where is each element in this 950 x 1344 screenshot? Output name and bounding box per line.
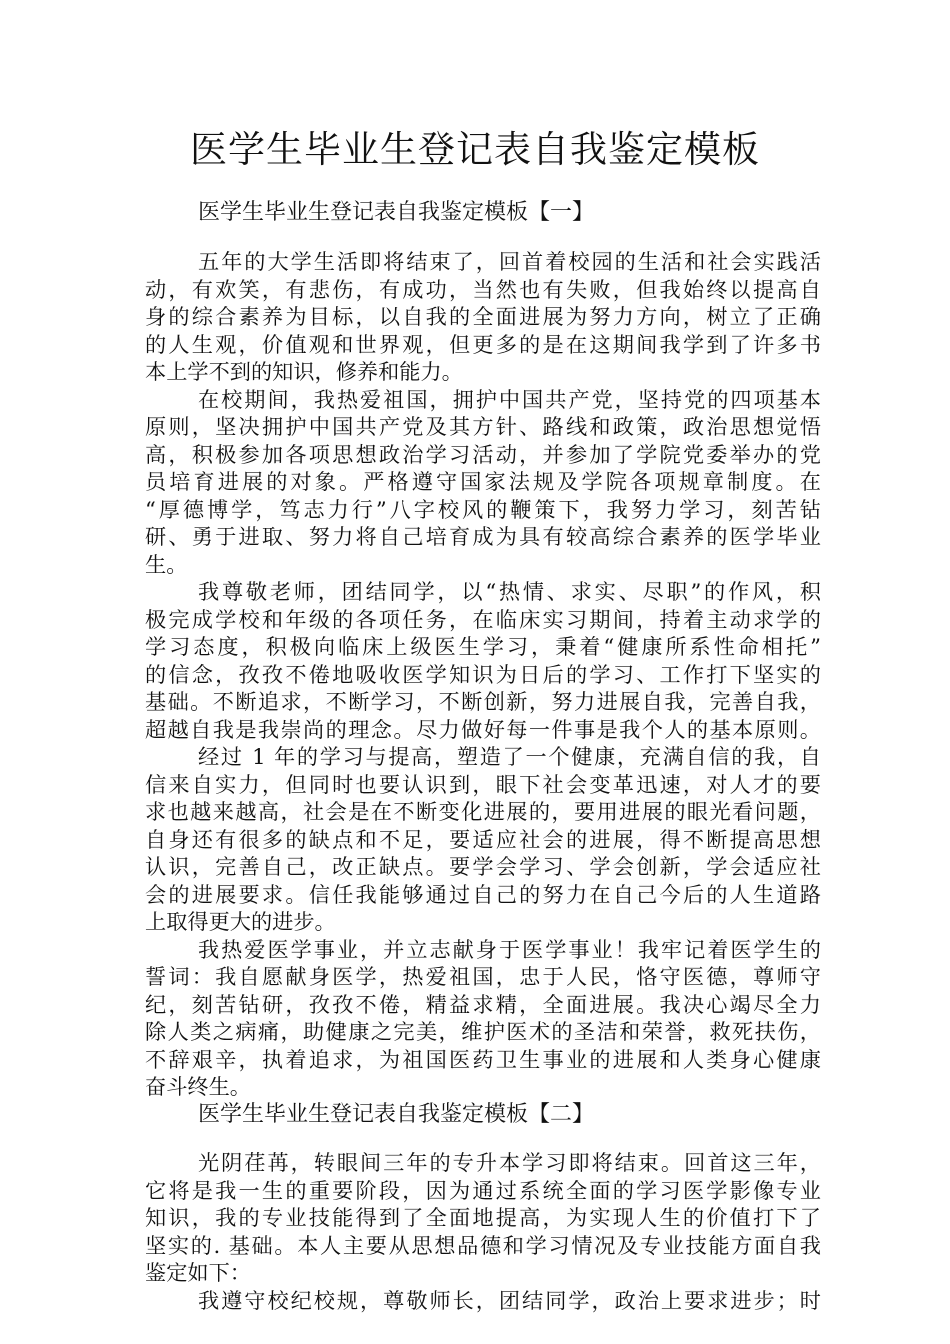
paragraph-line: 在校期间，我热爱祖国，拥护中国共产党，坚持党的四项基本 [198,387,821,412]
paragraph-line: 学习态度，积极向临床上级医生学习，秉着“健康所系性命相托” [145,634,821,659]
paragraph-line: 身的综合素养为目标，以自我的全面进展为努力方向，树立了正确 [145,304,821,329]
paragraph-line: 超越自我是我崇尚的理念。尽力做好每一件事是我个人的基本原则。 [145,717,821,742]
paragraph-line: 不辞艰辛，执着追求，为祖国医药卫生事业的进展和人类身心健康 [145,1047,821,1072]
paragraph-line: 极完成学校和年级的各项任务，在临床实习期间，持着主动求学的 [145,607,821,632]
paragraph-line: 我热爱医学事业，并立志献身于医学事业！我牢记着医学生的 [198,937,821,962]
paragraph-line: 鉴定如下： [145,1260,251,1285]
paragraph-line: 坚实的. 基础。本人主要从思想品德和学习情况及专业技能方面自我 [145,1233,821,1258]
paragraph-line: 生。 [145,552,188,577]
document-title: 医学生毕业生登记表自我鉴定模板 [190,128,760,171]
paragraph-line: 光阴荏苒，转眼间三年的专升本学习即将结束。回首这三年， [198,1150,821,1175]
paragraph-line: 求也越来越高，社会是在不断变化进展的，要用进展的眼光看问题， [145,799,821,824]
paragraph-line: 会的进展要求。信任我能够通过自己的努力在自己今后的人生道路 [145,882,821,907]
paragraph-line: 研、勇于进取、努力将自己培育成为具有较高综合素养的医学毕业 [145,524,821,549]
paragraph-line: 高，积极参加各项思想政治学习活动，并参加了学院党委举办的党 [145,442,821,467]
paragraph-line: 除人类之病痛，助健康之完美，维护医术的圣洁和荣誉，救死扶伤， [145,1019,821,1044]
paragraph-line: 上取得更大的进步。 [145,909,336,934]
paragraph-line: 自身还有很多的缺点和不足，要适应社会的进展，得不断提高思想 [145,827,821,852]
paragraph-line: 经过 1 年的学习与提高，塑造了一个健康，充满自信的我，自 [198,744,821,769]
paragraph-line: 本上学不到的知识，修养和能力。 [145,359,463,384]
paragraph-line: 知识，我的专业技能得到了全面地提高，为实现人生的价值打下了 [145,1205,821,1230]
paragraph-line: 认识，完善自己，改正缺点。要学会学习、学会创新，学会适应社 [145,854,821,879]
paragraph-line: 的信念，孜孜不倦地吸收医学知识为日后的学习、工作打下坚实的 [145,662,821,687]
section-heading-one: 医学生毕业生登记表自我鉴定模板【一】 [198,200,595,225]
paragraph-line: “厚德博学，笃志力行”八字校风的鞭策下，我努力学习，刻苦钻 [145,497,821,522]
paragraph-line: 我遵守校纪校规，尊敬师长，团结同学，政治上要求进步；时 [198,1288,821,1313]
section-heading-two: 医学生毕业生登记表自我鉴定模板【二】 [198,1102,595,1127]
paragraph-line: 员培育进展的对象。严格遵守国家法规及学院各项规章制度。在 [145,469,821,494]
paragraph-line: 它将是我一生的重要阶段，因为通过系统全面的学习医学影像专业 [145,1178,821,1203]
paragraph-line: 誓词：我自愿献身医学，热爱祖国，忠于人民，恪守医德，尊师守 [145,964,821,989]
paragraph-line: 基础。不断追求，不断学习，不断创新，努力进展自我，完善自我， [145,689,821,714]
paragraph-line: 的人生观，价值观和世界观，但更多的是在这期间我学到了许多书 [145,332,821,357]
paragraph-line: 动，有欢笑，有悲伤，有成功，当然也有失败，但我始终以提高自 [145,277,821,302]
paragraph-line: 奋斗终生。 [145,1074,251,1099]
paragraph-line: 纪，刻苦钻研，孜孜不倦，精益求精，全面进展。我决心竭尽全力 [145,992,821,1017]
paragraph-line: 信来自实力，但同时也要认识到，眼下社会变革迅速，对人才的要 [145,772,821,797]
paragraph-line: 原则，坚决拥护中国共产党及其方针、路线和政策，政治思想觉悟 [145,414,821,439]
paragraph-line: 我尊敬老师，团结同学，以“热情、求实、尽职”的作风，积 [198,579,821,604]
paragraph-line: 五年的大学生活即将结束了，回首着校园的生活和社会实践活 [198,249,821,274]
